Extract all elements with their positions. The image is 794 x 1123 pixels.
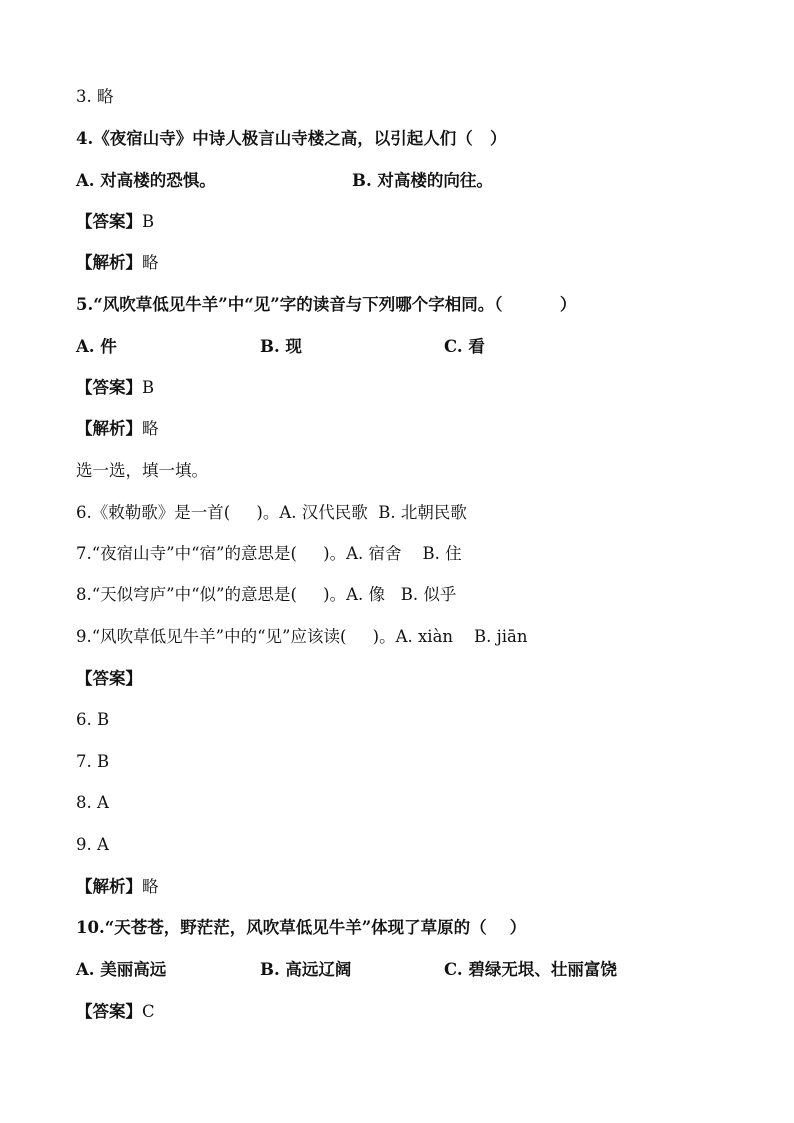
- answer-row: [76, 211, 154, 233]
- answer-item-8: 8. A: [76, 793, 109, 812]
- answer-value: B: [142, 378, 155, 397]
- question-7: 7.“夜宿山寺”中“宿”的意思是( )。A. 宿舍 B. 住: [76, 544, 462, 563]
- answer-item-7: 7. B: [76, 752, 110, 771]
- answer-item-6: 6. B: [76, 710, 110, 729]
- analysis-value: 略: [142, 877, 159, 896]
- option-b: B. 现: [260, 337, 302, 356]
- analysis-row: [76, 876, 159, 898]
- answer-row: [76, 668, 142, 690]
- analysis-row: [76, 418, 159, 440]
- analysis-tag: 【解析】: [76, 877, 142, 896]
- answer-value: B: [142, 212, 155, 231]
- option-c: C. 碧绿无垠、壮丽富饶: [444, 960, 617, 979]
- option-b: B. 高远辽阔: [260, 960, 352, 979]
- answer-tag: 【答案】: [76, 1002, 142, 1021]
- question-4: 4.《夜宿山寺》中诗人极言山寺楼之高，以引起人们（ ）: [76, 129, 507, 148]
- question-5: 5.“风吹草低见牛羊”中“见”字的读音与下列哪个字相同。（ ）: [76, 295, 577, 314]
- question-8: 8.“天似穹庐”中“似”的意思是( )。A. 像 B. 似乎: [76, 585, 457, 604]
- answer-line-3: 3. 略: [76, 87, 114, 106]
- analysis-tag: 【解析】: [76, 419, 142, 438]
- question-10: 10.“天苍苍，野茫茫，风吹草低见牛羊”体现了草原的（ ）: [76, 918, 527, 937]
- option-a: A. 件: [76, 337, 117, 356]
- analysis-tag: 【解析】: [76, 253, 142, 272]
- option-a: A. 对高楼的恐惧。: [76, 171, 216, 190]
- analysis-row: [76, 252, 159, 274]
- option-b: B. 对高楼的向往。: [352, 171, 493, 190]
- answer-row: [76, 377, 154, 399]
- answer-tag: 【答案】: [76, 378, 142, 397]
- option-a: A. 美丽高远: [76, 960, 167, 979]
- analysis-value: 略: [142, 419, 159, 438]
- analysis-value: 略: [142, 253, 159, 272]
- answer-value: C: [142, 1002, 155, 1021]
- question-6: 6.《敕勒歌》是一首( )。A. 汉代民歌 B. 北朝民歌: [76, 503, 467, 522]
- answer-tag: 【答案】: [76, 669, 142, 688]
- question-9: 9.“风吹草低见牛羊”中的“见”应该读( )。A. xiàn B. jiān: [76, 627, 528, 646]
- answer-row: [76, 1001, 155, 1023]
- option-c: C. 看: [444, 337, 485, 356]
- answer-tag: 【答案】: [76, 212, 142, 231]
- section-heading: 选一选，填一填。: [76, 461, 208, 480]
- answer-item-9: 9. A: [76, 835, 109, 854]
